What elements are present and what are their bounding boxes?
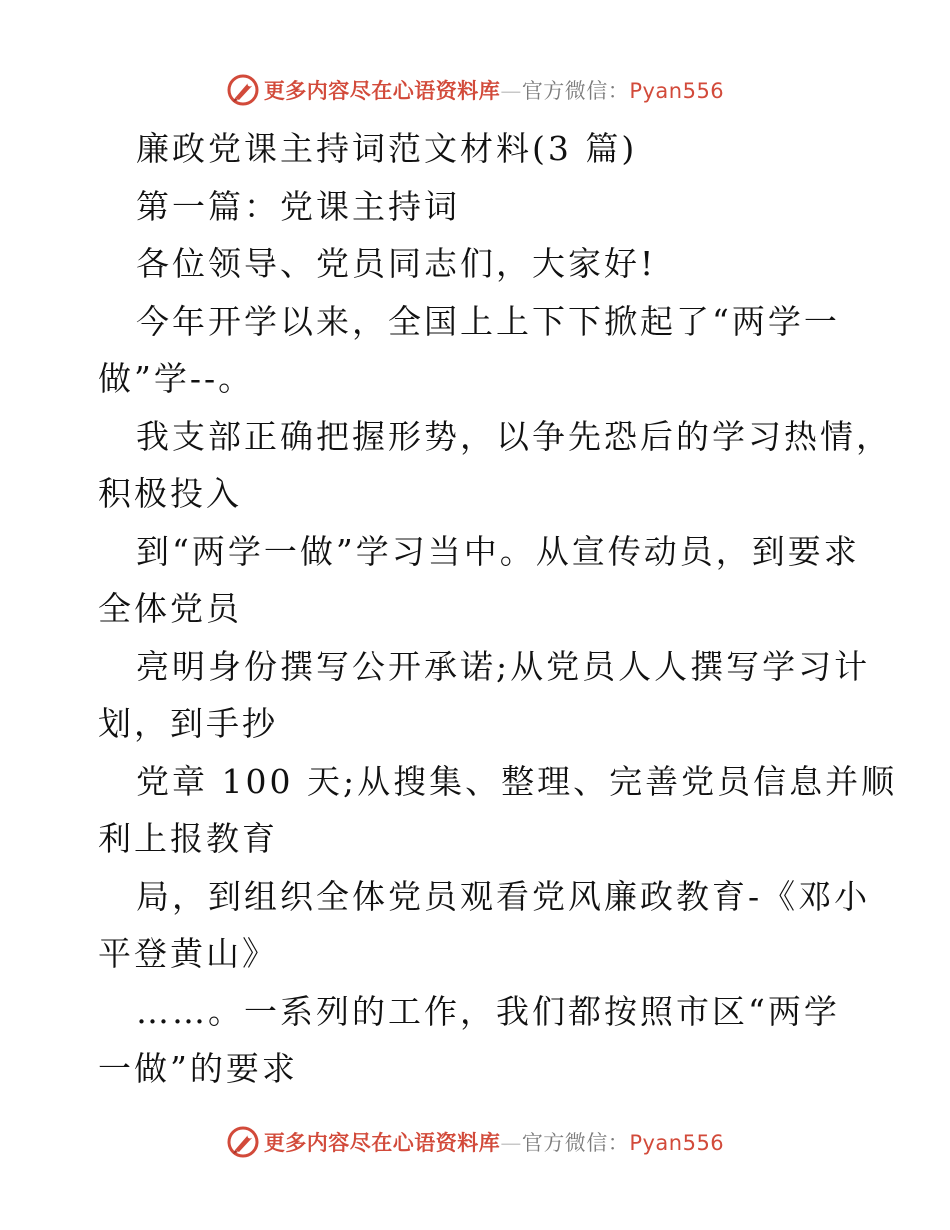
- text-line: 第一篇：党课主持词: [136, 186, 460, 226]
- banner-text: [264, 75, 724, 105]
- header-banner: [0, 68, 950, 112]
- text-line: 全体党员: [98, 589, 242, 628]
- text-line: 积极投入: [98, 474, 242, 513]
- text-line: 廉政党课主持词范文材料(3 篇): [136, 129, 638, 168]
- text-line: 到“两学一做”学习当中。从宣传动员，到要求: [136, 531, 860, 571]
- text-line: ……。一系列的工作，我们都按照市区“两学: [136, 991, 840, 1031]
- text-line: 党章 100 天;从搜集、整理、完善党员信息并顺: [136, 761, 898, 801]
- text-line: 今年开学以来，全国上上下下掀起了“两学一: [136, 301, 840, 341]
- text-line: 一做”的要求: [98, 1049, 298, 1088]
- footer-banner: [0, 1120, 950, 1164]
- banner-wechat-id: Pyan556: [629, 79, 725, 103]
- text-line: 局，到组织全体党员观看党风廉政教育-《邓小: [136, 876, 871, 916]
- document-body: [98, 120, 898, 1098]
- banner-separator: —: [500, 1131, 522, 1155]
- pen-circle-logo-icon: [226, 1125, 260, 1159]
- text-line: 各位领导、党员同志们，大家好!: [136, 244, 657, 283]
- text-line: 平登黄山》: [98, 934, 278, 973]
- banner-sub-text: 官方微信：: [521, 1131, 630, 1155]
- banner-main-text: 更多内容尽在心语资料库: [263, 1131, 501, 1155]
- text-line: 做”学--。: [98, 359, 255, 398]
- banner-main-text: 更多内容尽在心语资料库: [263, 79, 501, 103]
- pen-circle-logo-icon: [226, 73, 260, 107]
- text-line: 利上报教育: [98, 819, 278, 858]
- banner-wechat-id: Pyan556: [629, 1131, 725, 1155]
- text-line: 我支部正确把握形势，以争先恐后的学习热情，: [136, 416, 892, 456]
- text-line: 亮明身份撰写公开承诺;从党员人人撰写学习计: [136, 646, 871, 686]
- banner-text: [264, 1127, 724, 1157]
- text-line: 划，到手抄: [98, 704, 278, 743]
- banner-sub-text: 官方微信：: [521, 79, 630, 103]
- banner-separator: —: [500, 79, 522, 103]
